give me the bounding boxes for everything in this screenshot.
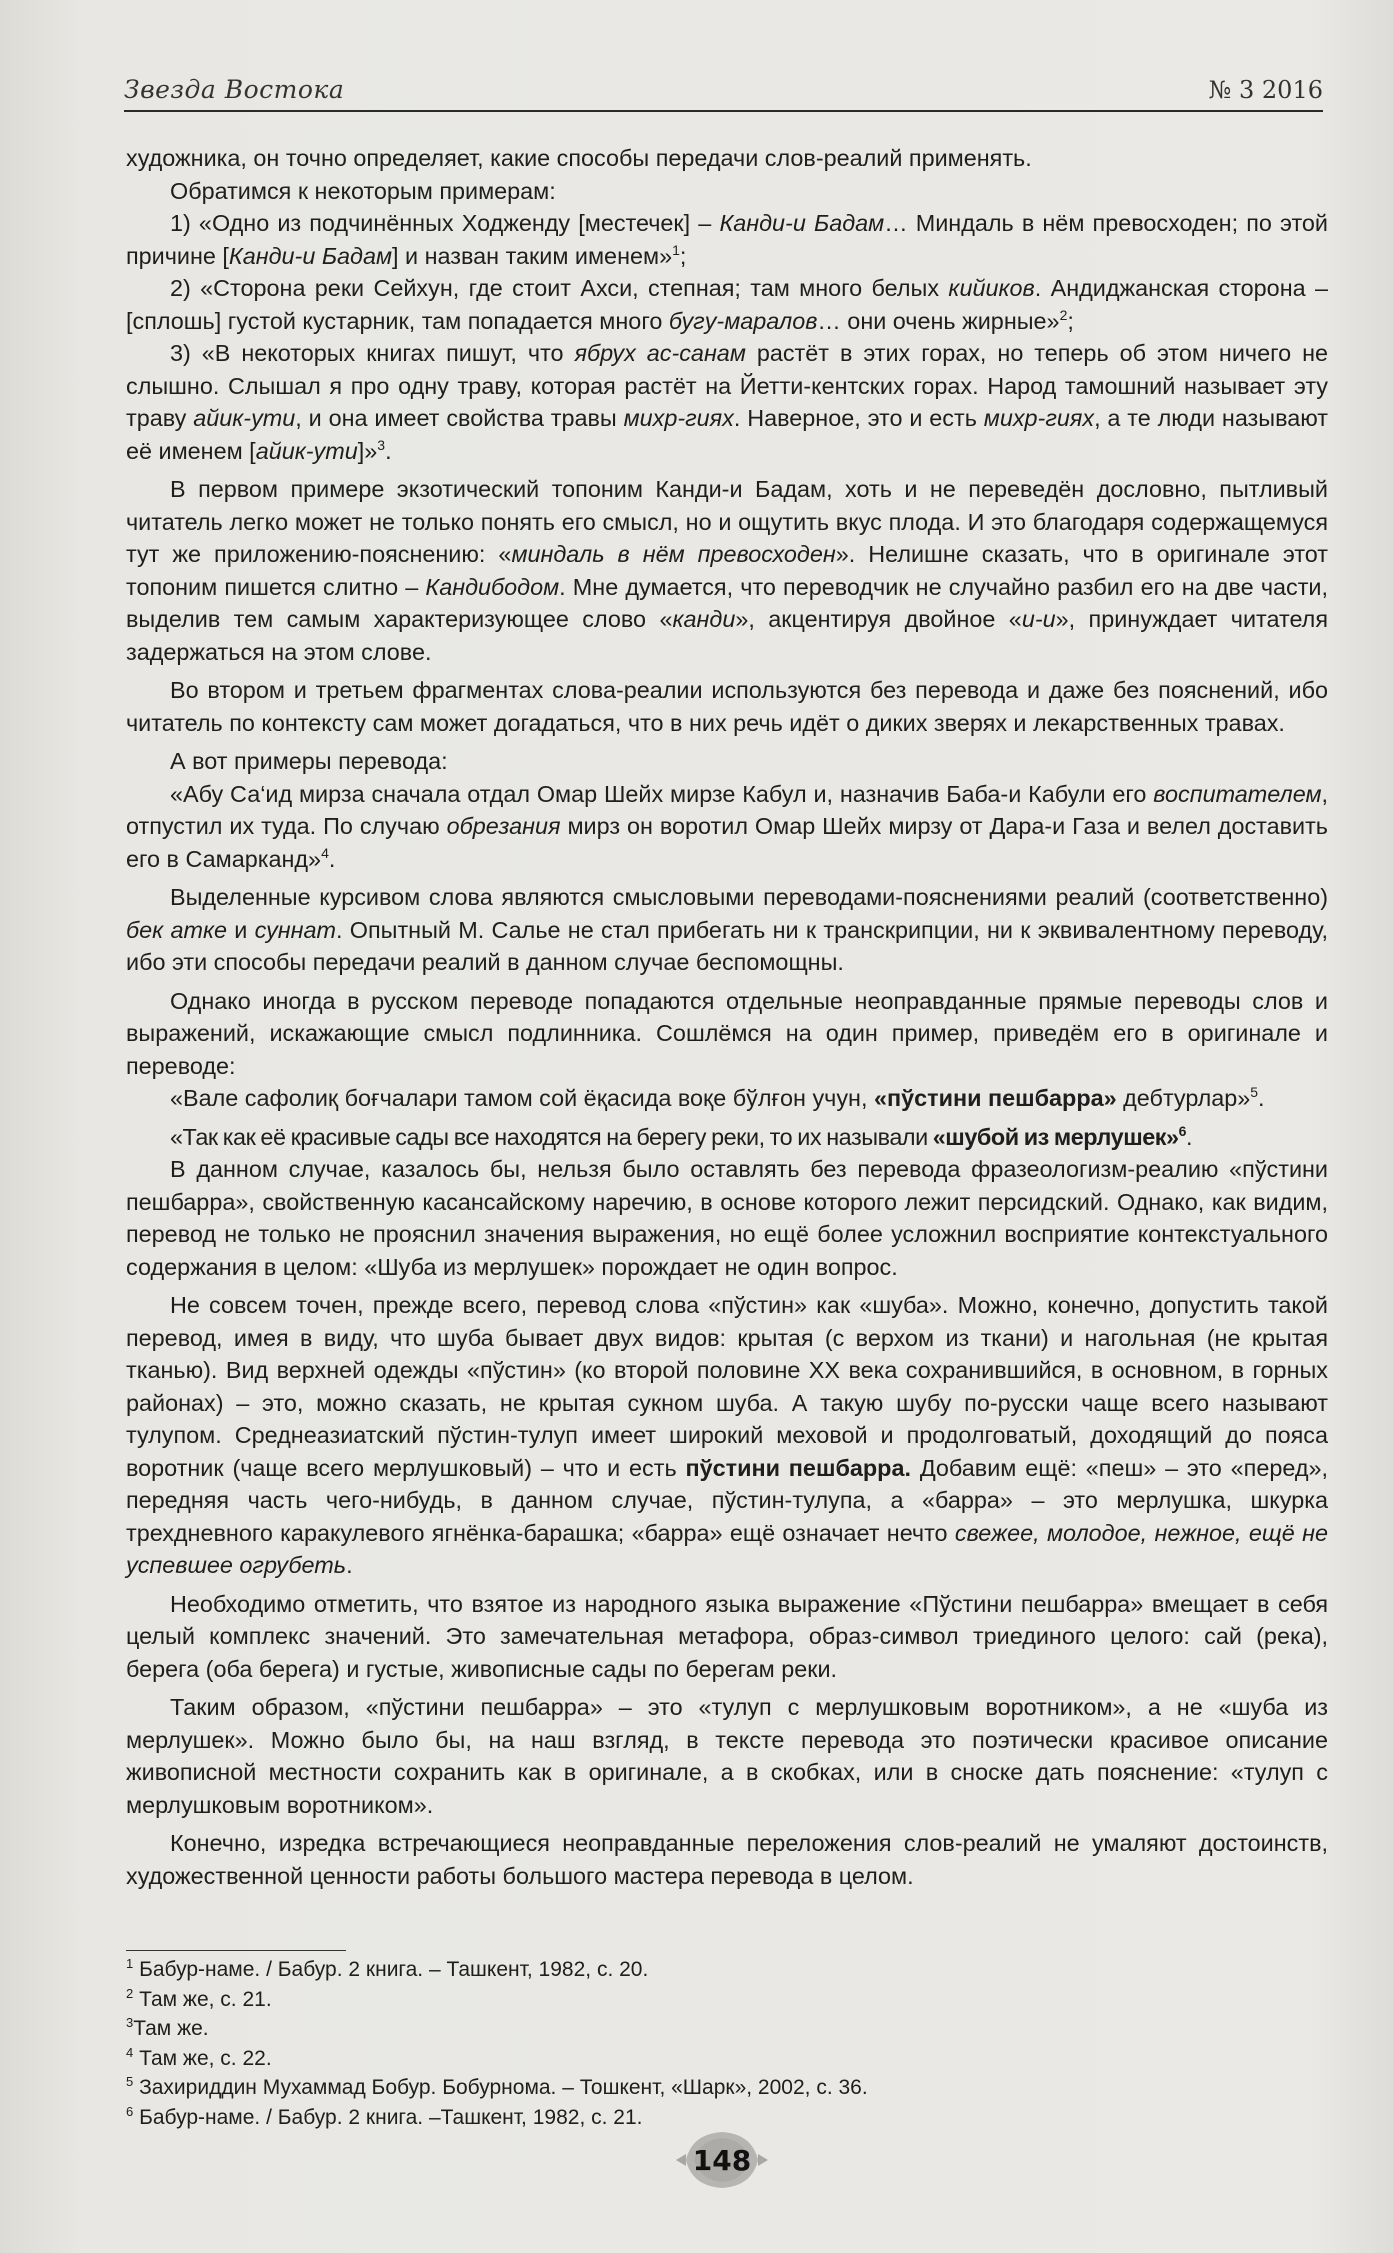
footnote: [126, 2014, 1126, 2044]
paragraph: [126, 985, 1328, 1083]
text-run: 3) «В некоторых книгах пишут, что: [170, 340, 575, 366]
text-run: ;: [679, 242, 687, 269]
journal-title: Звезда Востока: [124, 75, 345, 104]
footnote-ref: 4: [321, 844, 329, 861]
text-run: А вот примеры перевода:: [170, 748, 448, 774]
footnote-number: 3: [126, 2015, 134, 2030]
paragraph: [126, 881, 1328, 979]
text-run: Необходимо отметить, что взятое из народного языка выражение «Пўстини пешбарра» вмещает в себя целый комплекс значений. Это замечательная метафора, образ-символ триединого целого: сай (река), берега (оба берега) и густые, живописные сады по берегам реки.: [126, 1590, 1328, 1682]
italic-text: ябрух ас-санам: [574, 340, 746, 366]
italic-text: обрезания: [446, 813, 561, 839]
footnote: [126, 1955, 1126, 1985]
paragraph: [126, 337, 1328, 467]
italic-text: воспитателем: [1153, 780, 1322, 807]
italic-text: и-и: [1021, 606, 1056, 632]
text-run: Выделенные курсивом слова являются смысловыми переводами-пояснениями реалий (соответственно): [170, 884, 1328, 910]
italic-text: бек атке: [126, 916, 228, 943]
paragraph: [126, 1082, 1328, 1115]
text-run: «Вале сафолиқ боғчалари тамом сой ёқасида воқе бўлғон учун,: [170, 1085, 874, 1111]
text-run: художника, он точно определяет, какие способы передачи слов-реалий применять.: [126, 145, 1032, 171]
text-run: .: [1185, 1123, 1193, 1150]
paragraph: [126, 272, 1328, 337]
text-run: Не совсем точен, прежде всего, перевод слова «пўстин» как «шуба». Можно, конечно, допустить такой перевод, имея в виду, что шуба бывает двух видов: крытая (с верхом из ткани) и нагольная (не крытая тканью). Вид верхней одежды «пўстин» (ко второй половине XX века сохранившийся, в основном, в горных районах) – это, можно сказать, не крытая сукном шуба. А такую шубу по-русски чаще всего называют тулупом. Среднеазиатский пўстин-тулуп имеет широкий меховой и продолговатый, доходящий до пояса воротник (чаще всего мерлушковый) – что и есть: [126, 1292, 1328, 1481]
text-run: . Опытный М. Салье не стал прибегать ни к транскрипции, ни к эквивалентному переводу, ибо эти способы передачи реалий в данном случае беспомощны.: [126, 916, 1328, 975]
bold-text: «шубой из мерлушек»: [932, 1123, 1179, 1150]
text-run: и: [227, 916, 255, 943]
footnote-text: Бабур-наме. / Бабур. 2 книга. – Ташкент, 1982, с. 20.: [133, 1958, 649, 1981]
paragraph: [126, 1588, 1328, 1686]
paragraph: [126, 745, 1328, 778]
text-run: , отпустил их туда. По случаю: [126, 780, 1328, 839]
footnote-ref: 5: [1250, 1084, 1259, 1101]
text-run: Однако иногда в русском переводе попадаются отдельные неоправданные прямые переводы слов и выражений, искажающие смысл подлинника. Сошлёмся на один пример, приведём его в оригинале и переводе:: [126, 987, 1328, 1079]
italic-text: михр-гиях: [623, 405, 734, 431]
footnote-text: Там же, с. 22.: [133, 2046, 272, 2070]
footnote-ref: 2: [1059, 306, 1068, 323]
text-run: . Мне думается, что переводчик не случайно разбил его на две части, выделив тем самым характеризующее слово «: [126, 573, 1328, 632]
text-run: Обратимся к некоторым примерам:: [170, 177, 556, 204]
text-run: мирз он воротил Омар Шейх мирзу от Дара-и Газа и велел доставить его в Самарканд»: [126, 813, 1328, 872]
text-run: 2) «Сторона реки Сейхун, где стоит Ахси, степная; там много белых: [170, 275, 949, 301]
paragraph: [126, 1121, 1328, 1154]
footnote: [126, 1985, 1126, 2015]
page-number-badge: [672, 2128, 772, 2192]
text-run: Во втором и третьем фрагментах слова-реалии используются без перевода и даже без пояснений, ибо читатель по контексту сам может догадаться, что в них речь идёт о диких зверях и лекарственных травах.: [126, 677, 1328, 736]
bold-text: «пўстини пешбарра»: [873, 1085, 1117, 1111]
italic-text: свежее, молодое, нежное, ещё не успевшее огрубеть: [126, 1519, 1328, 1578]
text-run: растёт в этих горах, но теперь об этом ничего не слышно. Слышал я про одну траву, которая растёт на Йетти-кентских горах. Народ тамошний называет эту траву: [126, 340, 1328, 431]
text-run: ;: [1067, 307, 1074, 334]
text-run: . Андиджанская сторона – [сплошь] густой кустарник, там попадается много: [126, 275, 1328, 334]
footnote: [126, 2073, 1126, 2103]
paragraph: [126, 1827, 1328, 1892]
italic-text: бугу-маралов: [668, 307, 818, 334]
footnote-number: 1: [126, 1956, 134, 1971]
text-run: Конечно, изредка встречающиеся неоправданные переложения слов-реалий не умаляют достоинств, художественной ценности работы большого мастера перевода в целом.: [126, 1830, 1328, 1889]
footnote-number: 5: [126, 2074, 134, 2089]
text-run: «Абу Са‘ид мирза сначала отдал Омар Шейх мирзе Кабул и, назначив Баба-и Кабули его: [170, 780, 1154, 807]
paragraph: [126, 207, 1328, 272]
text-run: В данном случае, казалось бы, нельзя было оставлять без перевода фразеологизм-реалию «пўстини пешбарра», свойственную касансайскому наречию, в основе которого лежит персидский. Однако, как видим, перевод не только не прояснил значения выражения, но ещё более усложнил восприятие контекстуального содержания в целом: «Шуба из мерлушек» порождает не один вопрос.: [126, 1156, 1328, 1280]
text-run: ] и назван таким именем»: [392, 242, 673, 269]
page-number: 148: [692, 2143, 752, 2177]
footnote-separator: [126, 1950, 346, 1951]
italic-text: суннат: [254, 916, 337, 943]
paragraph: [126, 142, 1328, 175]
footnote-number: 4: [126, 2044, 134, 2060]
text-run: «Так как её красивые сады все находятся на берегу реки, то их называли: [170, 1123, 933, 1150]
footnote-text: Захириддин Мухаммад Бобур. Бобурнома. – Тошкент, «Шарк», 2002, с. 36.: [133, 2076, 868, 2099]
italic-text: миндаль в нём превосходен: [511, 541, 836, 567]
text-run: … они очень жирные»: [817, 307, 1060, 334]
paragraph: [126, 1153, 1328, 1283]
article-body: [126, 142, 1328, 1892]
text-run: дебтурлар»: [1116, 1085, 1251, 1111]
text-run: . Наверное, это и есть: [733, 405, 984, 431]
text-run: Добавим ещё: «пеш» – это «перед», передняя часть чего-нибудь, в данном случае, пўстин-тулупа, а «барра» – это мерлушка, шкурка трехдневного каракулевого ягнёнка-барашка; «барра» ещё означает нечто: [126, 1454, 1328, 1546]
text-run: Таким образом, «пўстини пешбарра» – это «тулуп с мерлушковым воротником», а не «шуба из мерлушек». Можно было бы, на наш взгляд, в тексте перевода это поэтически красивое описание живописной местности сохранить как в оригинале, а в скобках, или в сноске дать пояснение: «тулуп с мерлушковым воротником».: [126, 1694, 1328, 1818]
text-run: .: [346, 1552, 353, 1578]
footnotes: [126, 1955, 1126, 2132]
paragraph: [126, 1691, 1328, 1821]
running-header: [124, 70, 1323, 112]
italic-text: кийиков: [948, 275, 1035, 301]
italic-text: Кандибодом: [425, 573, 560, 600]
text-run: … Миндаль в нём превосходен; по этой причине [: [126, 210, 1328, 269]
text-run: .: [1258, 1085, 1265, 1111]
paragraph: [126, 674, 1328, 739]
text-run: ». Нелишне сказать, что в оригинале этот топоним пишется слитно –: [126, 541, 1329, 600]
text-run: , и она имеет свойства травы: [295, 405, 624, 431]
footnote-ref: 6: [1178, 1122, 1186, 1139]
footnote-text: Бабур-наме. / Бабур. 2 книга. –Ташкент, 1982, с. 21.: [133, 2105, 643, 2129]
footnote-ref: 1: [672, 241, 680, 258]
footnote-number: 2: [126, 1985, 134, 2001]
footnote: [126, 2044, 1126, 2074]
footnote-number: 6: [126, 2103, 134, 2119]
text-run: .: [385, 437, 392, 464]
footnote: [126, 2103, 1126, 2133]
paragraph: [126, 1289, 1328, 1582]
italic-text: айик-ути: [255, 437, 358, 464]
text-run: .: [328, 845, 336, 872]
text-run: ]»: [357, 437, 378, 464]
text-run: , а те люди называют её именем [: [126, 405, 1329, 464]
text-run: », принуждает читателя задержаться на этом слове.: [126, 606, 1328, 665]
italic-text: Канди-и Бадам: [719, 210, 885, 236]
footnote-ref: 3: [377, 436, 386, 453]
footnote-text: Там же, с. 21.: [133, 1987, 272, 2011]
italic-text: канди: [672, 606, 736, 632]
text-run: », акцентируя двойное «: [735, 606, 1022, 632]
paragraph: [126, 778, 1328, 876]
paragraph: [126, 175, 1328, 208]
text-run: В первом примере экзотический топоним Канди-и Бадам, хоть и не переведён дословно, пытливый читатель легко может не только понять его смысл, но и ощутить вкус плода. И это благодаря содержащемуся тут же приложению-пояснению: «: [126, 476, 1328, 567]
italic-text: Канди-и Бадам: [228, 242, 393, 269]
bold-text: пўстини пешбарра.: [685, 1454, 911, 1481]
issue-number: № 3 2016: [1208, 76, 1323, 104]
text-run: 1) «Одно из подчинённых Ходженду [местечек] –: [170, 210, 720, 236]
paragraph: [126, 473, 1328, 668]
footnote-text: Там же.: [133, 2017, 209, 2040]
italic-text: михр-гиях: [983, 405, 1095, 431]
italic-text: айик-ути: [193, 405, 296, 431]
